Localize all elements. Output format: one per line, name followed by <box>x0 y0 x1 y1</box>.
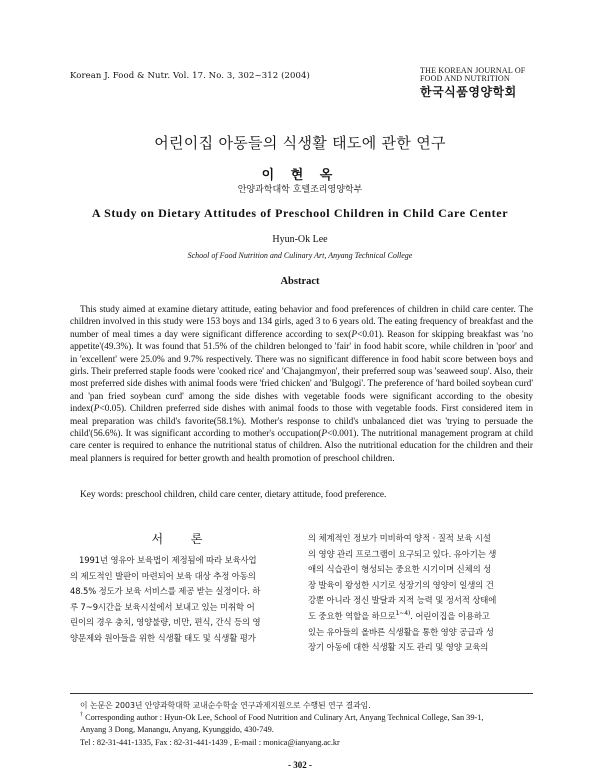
abstract-text-4: <0.001). The nutritional management program at child care center is required to enhance the nutritional status of children. Also the nutritional education for the children and their meal planners is required for better growth and health promotion of preschool children. <box>70 429 533 464</box>
english-affiliation: School of Food Nutrition and Culinary Art, Anyang Technical College <box>187 251 413 260</box>
intro-right-column <box>308 531 534 656</box>
abstract-p-symbol-3: P <box>321 429 328 440</box>
abstract-text-3: <0.05). Children preferred side dishes with animal foods to those with vegetable foods. First considered item in meal preparation was child's favorite(58.1%). Mother's response to child's unbalanced diet was 'trying to persuade the child'(56.6%). It was significant according to mother's occupation( <box>70 404 533 440</box>
intro-right-text: 도 중요한 역할을 하므로 <box>308 610 396 621</box>
english-title: A Study on Dietary Attitudes of Preschool Children in Child Care Center <box>91 206 509 220</box>
intro-left-line: 린이의 경우 충치, 영양불량, 비만, 편식, 간식 등의 영 <box>70 617 261 628</box>
intro-left-line: 양문제와 원아들을 위한 식생활 태도 및 식생활 평가 <box>70 632 256 643</box>
intro-left-column <box>70 553 296 647</box>
journal-name-block <box>420 66 532 100</box>
footnote-funding: 이 논문은 2003년 안양과학대학 교내순수학술 연구과제지원으로 수행된 연구 결과임. <box>80 701 371 710</box>
keywords: Key words: preschool children, child care center, dietary attitude, food preference. <box>80 490 387 500</box>
dagger-mark: † <box>80 712 83 719</box>
journal-citation: Korean J. Food & Nutr. Vol. 17. No. 3, 302~312 (2004) <box>70 71 310 81</box>
intro-right-line: 의 체계적인 정보가 미비하여 양적 · 질적 보육 시설 <box>308 533 491 543</box>
intro-right-line: 애의 식습관이 형성되는 중요한 시기이며 신체의 성 <box>308 564 492 575</box>
footnotes <box>70 700 533 749</box>
abstract-text-2: <0.01). Reason for skipping breakfast was 'no appetite'(49.3%). It was found that 51.5% of the children belonged to 'fair' in food habit score, while children in 'poor' and in 'excellent' were 25.0% and 9.7% respectively. There was no significant difference in food habit score between boys and girls. Their preferred staple foods were 'cooked rice' and 'Chajangmyon', their preferred soup was 'seaweed soup'. Also, their most preferred side dishes with animal foods were 'fried chicken' and 'Bulgogi'. The preference of 'hard boiled soybean curd' and 'pan fried soybean curd' among the side dishes with vegetable foods were significant according to the obesity index( <box>70 329 533 415</box>
abstract-body <box>70 304 533 465</box>
english-author: Hyun-Ok Lee <box>272 234 328 245</box>
intro-right-text: . 어린이집을 이용하고 <box>410 610 490 621</box>
section-heading-introduction: 서 론 <box>151 532 215 546</box>
abstract-text-1: This study aimed at examine dietary attitude, eating behavior and food preferences of children in child care center. The children involved in this study were 153 boys and 134 girls, aged 3 to 6 years old. The eating frequency of breakfast and the number of meal times a day were significant difference according to sex( <box>70 305 533 340</box>
abstract-heading: Abstract <box>280 276 320 287</box>
korean-title: 어린이집 아동들의 식생활 태도에 관한 연구 <box>154 134 446 152</box>
journal-name-line1: THE KOREAN JOURNAL OF <box>420 66 526 75</box>
korean-affiliation: 안양과학대학 호텔조리영양학부 <box>237 185 363 195</box>
footnote-contact: Tel : 82-31-441-1335, Fax : 82-31-441-1439 , E-mail : monica@ianyang.ac.kr <box>80 737 340 747</box>
intro-right-line: 장기 아동에 대한 식생활 지도 관리 및 영양 교육의 <box>308 642 489 653</box>
intro-right-line-with-citation <box>308 609 534 625</box>
footnote-address: Anyang 3 Dong, Manangu, Anyang, Kyunggido, 430-749. <box>80 725 274 735</box>
intro-right-line: 장 발육이 왕성한 시기로 성장기의 영양이 일생의 건 <box>308 579 494 590</box>
intro-right-line: 강뿐 아니라 정신 발달과 지적 능력 및 정서적 상태에 <box>308 595 497 606</box>
footnote-divider <box>70 693 533 694</box>
abstract-p-symbol-1: P <box>351 329 358 340</box>
citation-ref: 1~4) <box>395 610 411 618</box>
intro-right-line: 있는 유아들의 올바른 식생활을 통한 영양 공급과 성 <box>308 626 494 637</box>
intro-left-line: 루 7~9시간을 보육시설에서 보내고 있는 미취학 어 <box>70 601 255 612</box>
korean-author: 이 현 옥 <box>261 168 339 183</box>
abstract-p-symbol-2: P <box>93 404 100 415</box>
intro-left-line: 48.5% 정도가 보육 서비스를 제공 받는 실정이다. 하 <box>70 586 261 597</box>
footnote-corresponding-text: Corresponding author : Hyun-Ok Lee, School of Food Nutrition and Culinary Art, Anyang Technical College, San 39-1, <box>85 713 484 723</box>
journal-name-line2: FOOD AND NUTRITION <box>420 74 510 83</box>
footnote-corresponding <box>70 712 533 724</box>
intro-left-line: 1991년 영유아 보육법이 제정됨에 따라 보육사업 <box>79 555 257 565</box>
journal-name-korean: 한국식품영양학회 <box>420 85 517 99</box>
page-number: - 302 - <box>288 760 312 770</box>
intro-left-line: 의 제도적인 발판이 마련되어 보육 대상 추정 아동의 <box>70 570 256 581</box>
intro-right-line: 의 영양 관리 프로그램이 요구되고 있다. 유아기는 생 <box>308 548 497 559</box>
